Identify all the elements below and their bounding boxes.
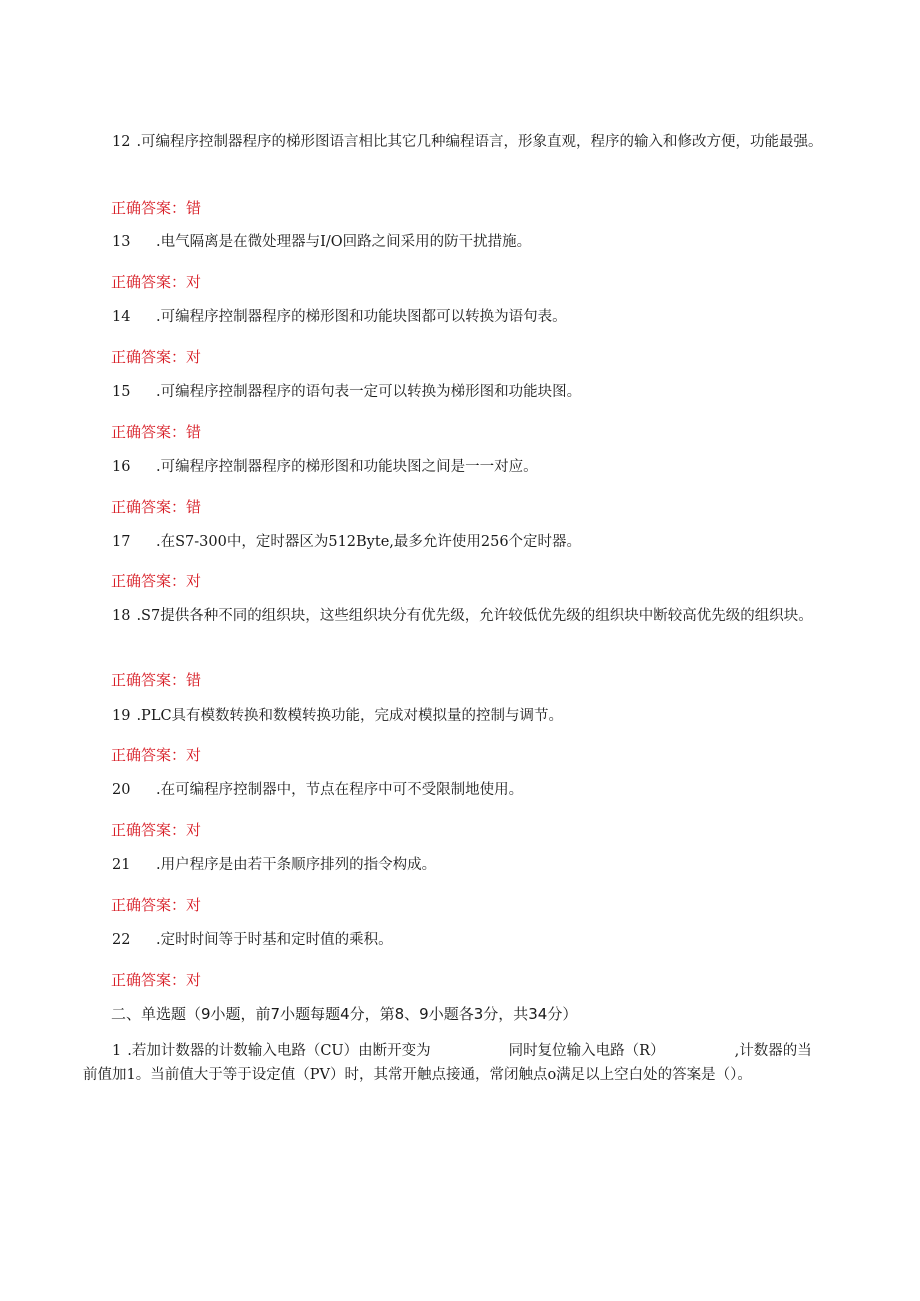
answer-20: 正确答案：对: [111, 821, 202, 839]
question-number: 14: [112, 309, 131, 325]
question-number: 22: [112, 932, 131, 948]
answer-17: 正确答案：对: [111, 572, 202, 590]
question-number: 17: [112, 534, 131, 550]
answer-14: 正确答案：对: [111, 348, 202, 366]
section-heading: 二、单选题（9小题，前7小题每题4分，第8、9小题各3分，共34分）: [111, 1005, 578, 1023]
question-text: .定时时间等于时基和定时值的乘积。: [156, 932, 393, 948]
question-text-part3: ,计数器的当前值加1。当前值大于等于设定值（PV）时，其常开触点接通，常闭触点o满足以上空白处的答案是（）。: [83, 1043, 812, 1083]
question-number: 12: [112, 134, 131, 150]
question-number: 13: [112, 234, 131, 250]
question-number: 15: [112, 384, 131, 400]
question-text: .可编程序控制器程序的语句表一定可以转换为梯形图和功能块图。: [156, 384, 582, 400]
question-text: .电气隔离是在微处理器与I/O回路之间采用的防干扰措施。: [156, 234, 532, 250]
question-number: 18: [112, 608, 131, 624]
question-text: .在S7-300中，定时器区为512Byte,最多允许使用256个定时器。: [156, 534, 582, 550]
question-text: .可编程序控制器程序的梯形图和功能块图都可以转换为语句表。: [156, 309, 567, 325]
question-number: 21: [112, 857, 131, 873]
question-number: 19: [112, 708, 131, 724]
question-12: [83, 130, 835, 154]
answer-18: 正确答案：错: [111, 671, 202, 689]
question-20: [83, 778, 835, 802]
question-text: .用户程序是由若干条顺序排列的指令构成。: [156, 857, 437, 873]
question-13: [83, 230, 835, 254]
question-text: .可编程序控制器程序的梯形图和功能块图之间是一一对应。: [156, 459, 538, 475]
question-text: .可编程序控制器程序的梯形图语言相比其它几种编程语言，形象直观，程序的输入和修改方便，功能最强。: [136, 134, 823, 150]
question-text: .在可编程序控制器中，节点在程序中可不受限制地使用。: [156, 782, 524, 798]
question-16: [83, 455, 835, 479]
question-15: [83, 380, 835, 404]
answer-16: 正确答案：错: [111, 498, 202, 516]
question-number: 16: [112, 459, 131, 475]
answer-13: 正确答案：对: [111, 273, 202, 291]
question-number: 20: [112, 782, 131, 798]
mc-question-1: [83, 1039, 823, 1087]
question-17: [83, 530, 835, 554]
question-19: [83, 704, 835, 728]
question-number: 1: [112, 1043, 122, 1059]
question-text: .S7提供各种不同的组织块，这些组织块分有优先级，允许较低优先级的组织块中断较高优先级的组织块。: [136, 608, 813, 624]
question-18: [83, 604, 835, 628]
answer-15: 正确答案：错: [111, 423, 202, 441]
answer-19: 正确答案：对: [111, 746, 202, 764]
answer-21: 正确答案：对: [111, 896, 202, 914]
question-14: [83, 305, 835, 329]
question-text: .PLC具有模数转换和数模转换功能，完成对模拟量的控制与调节。: [136, 708, 564, 724]
question-text-part1: .若加计数器的计数输入电路（CU）由断开变为: [127, 1043, 431, 1059]
answer-22: 正确答案：对: [111, 971, 202, 989]
answer-12: 正确答案：错: [111, 199, 202, 217]
question-22: [83, 928, 835, 952]
question-21: [83, 853, 835, 877]
question-text-part2: 同时复位输入电路（R）: [508, 1043, 665, 1059]
